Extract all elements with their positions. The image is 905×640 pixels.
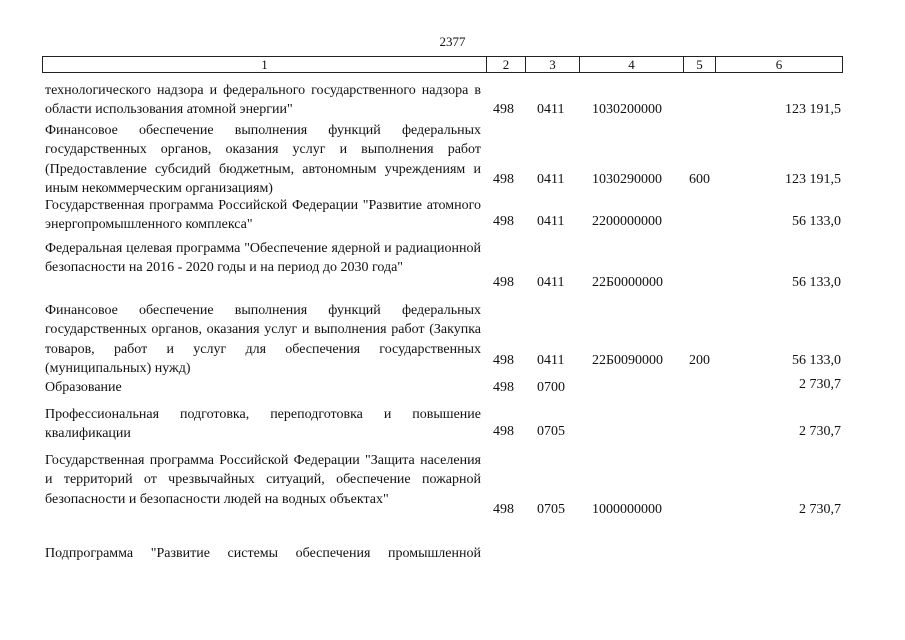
row-description: Образование bbox=[45, 380, 122, 395]
row-ministry-code: 498 bbox=[493, 424, 514, 439]
row-amount: 56 133,0 bbox=[792, 214, 841, 229]
row-target-article: 1000000000 bbox=[592, 502, 662, 517]
row-target-article: 1030290000 bbox=[592, 172, 662, 187]
row-amount: 56 133,0 bbox=[792, 353, 841, 368]
row-amount: 123 191,5 bbox=[785, 102, 841, 117]
row-ministry-code: 498 bbox=[493, 380, 514, 395]
row-description: Государственная программа Российской Федерации "Развитие атомного энергопромышленного комплекса" bbox=[45, 198, 481, 233]
row-section-code: 0705 bbox=[537, 424, 565, 439]
column-header-4: 4 bbox=[580, 57, 684, 73]
row-expense-type: 600 bbox=[689, 172, 710, 187]
column-header-6: 6 bbox=[716, 57, 843, 73]
row-description: Федеральная целевая программа "Обеспечение ядерной и радиационной безопасности на 2016 - 2020 годы и на период до 2030 года" bbox=[45, 241, 481, 276]
row-ministry-code: 498 bbox=[493, 172, 514, 187]
row-description: Профессиональная подготовка, переподготовка и повышение квалификации bbox=[45, 407, 481, 442]
row-amount: 2 730,7 bbox=[799, 502, 841, 517]
column-header-1: 1 bbox=[43, 57, 487, 73]
column-header-3: 3 bbox=[526, 57, 580, 73]
row-amount: 2 730,7 bbox=[799, 424, 841, 439]
row-target-article: 22Б0000000 bbox=[592, 275, 664, 290]
row-ministry-code: 498 bbox=[493, 214, 514, 229]
page-number: 2377 bbox=[439, 34, 466, 49]
row-description: Подпрограмма "Развитие системы обеспечения промышленной bbox=[45, 546, 481, 561]
row-section-code: 0411 bbox=[537, 275, 565, 290]
row-description: Финансовое обеспечение выполнения функций федеральных государственных органов, оказания услуг и выполнения работ (Предоставление субсидий бюджетным, автономным учреждениям и иным некоммерческим организациям) bbox=[45, 123, 481, 197]
row-ministry-code: 498 bbox=[493, 275, 514, 290]
row-target-article: 2200000000 bbox=[592, 214, 662, 229]
row-amount: 56 133,0 bbox=[792, 275, 841, 290]
row-target-article: 22Б0090000 bbox=[592, 353, 664, 368]
row-section-code: 0411 bbox=[537, 172, 565, 187]
row-target-article: 1030200000 bbox=[592, 102, 662, 117]
row-description: Финансовое обеспечение выполнения функций федеральных государственных органов, оказания услуг и выполнения работ (Закупка товаров, работ и услуг для обеспечения государственных (муниципальных) нужд) bbox=[45, 303, 481, 377]
row-expense-type: 200 bbox=[689, 353, 710, 368]
column-header-2: 2 bbox=[487, 57, 526, 73]
row-ministry-code: 498 bbox=[493, 502, 514, 517]
row-description: Государственная программа Российской Федерации "Защита населения и территорий от чрезвычайных ситуаций, обеспечение пожарной безопасности и безопасности людей на водных объектах" bbox=[45, 453, 481, 507]
row-ministry-code: 498 bbox=[493, 353, 514, 368]
row-section-code: 0700 bbox=[537, 380, 565, 395]
row-description: технологического надзора и федерального государственного надзора в области использования атомной энергии" bbox=[45, 83, 481, 118]
row-section-code: 0411 bbox=[537, 102, 565, 117]
column-header-5: 5 bbox=[684, 57, 716, 73]
row-section-code: 0705 bbox=[537, 502, 565, 517]
row-amount: 2 730,7 bbox=[799, 377, 841, 392]
row-amount: 123 191,5 bbox=[785, 172, 841, 187]
row-section-code: 0411 bbox=[537, 214, 565, 229]
row-section-code: 0411 bbox=[537, 353, 565, 368]
row-ministry-code: 498 bbox=[493, 102, 514, 117]
